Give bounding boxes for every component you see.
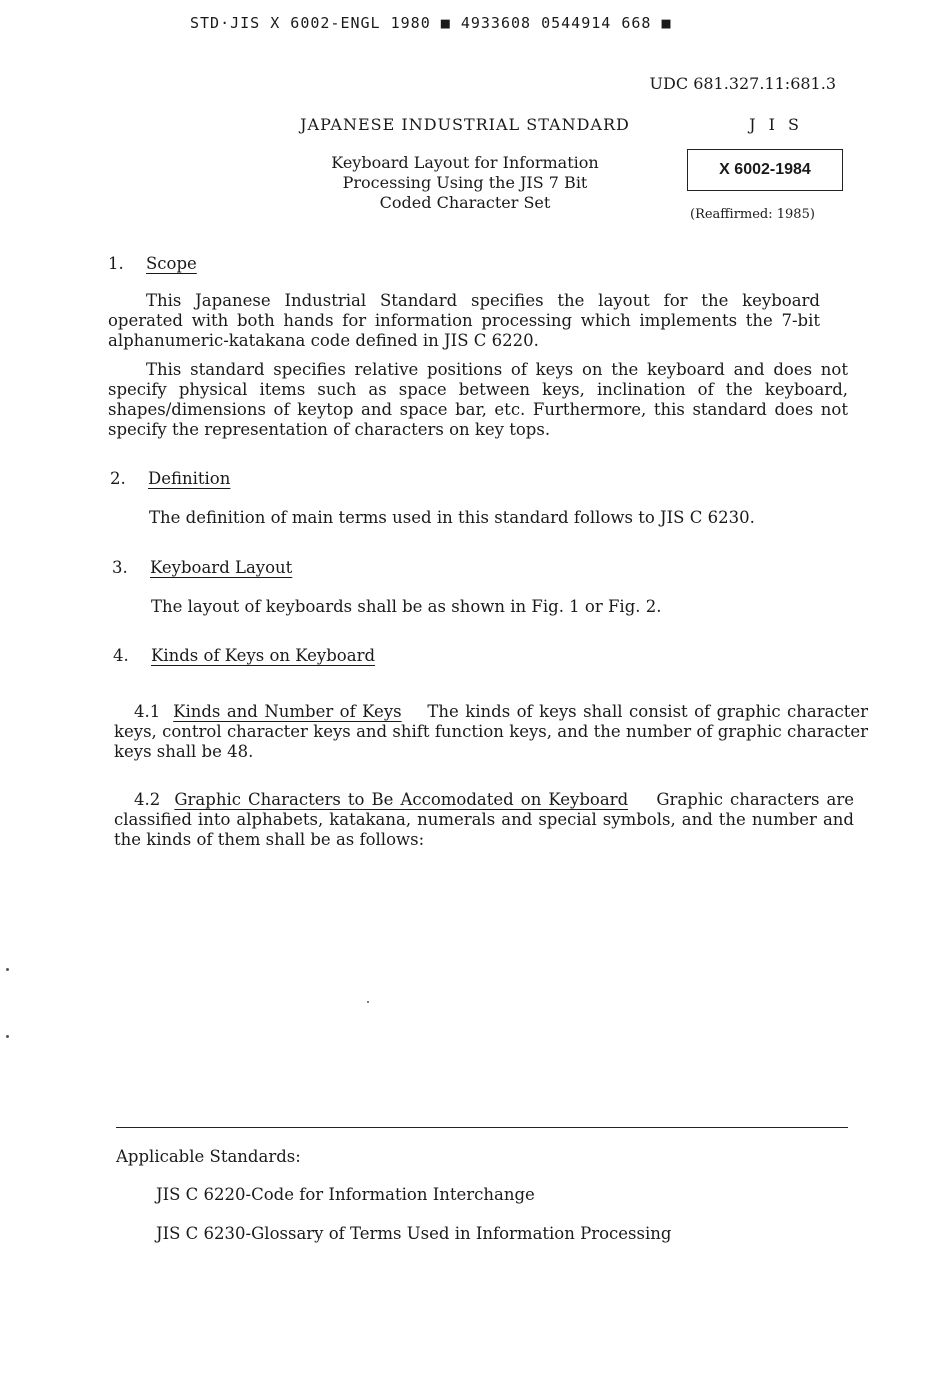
section-number: 2. [110,469,126,488]
section-heading-kinds-of-keys [113,646,375,665]
definition-paragraph: The definition of main terms used in this standard follows to JIS C 6230. [149,508,755,527]
section-title: Kinds of Keys on Keyboard [151,646,376,665]
layout-paragraph: The layout of keyboards shall be as shown in Fig. 1 or Fig. 2. [151,597,662,616]
subsection-text: Graphic characters are classified into alphabets, katakana, numerals and special symbols, and the number and the kinds of them shall be as follows: [114,790,854,849]
document-title [290,153,640,213]
section-heading-scope [108,254,197,273]
applicable-standard-item: JIS C 6230-Glossary of Terms Used in Information Processing [156,1224,672,1243]
footnote-divider [116,1127,848,1128]
title-line: Processing Using the JIS 7 Bit [342,173,588,192]
scope-paragraph-1: This Japanese Industrial Standard specifies the layout for the keyboard operated with both hands for information processing which implements the 7-bit alphanumeric-katakana code defined in JIS C 6220. [108,291,820,350]
section-number: 1. [108,254,124,273]
document-control-code: STD·JIS X 6002-ENGL 1980 ■ 4933608 0544914 668 ■ [190,14,672,32]
scan-speck [367,1001,369,1003]
subsection-title: Kinds and Number of Keys [173,702,402,721]
udc-classification: UDC 681.327.11:681.3 [649,74,836,93]
section-title: Definition [148,469,231,488]
scan-speck [6,968,9,971]
subsection-4-1 [114,702,868,762]
applicable-standard-item: JIS C 6220-Code for Information Interchange [156,1185,535,1204]
subsection-title: Graphic Characters to Be Accomodated on Keyboard [174,790,629,809]
section-title: Scope [146,254,197,273]
title-line: Keyboard Layout for Information [331,153,599,172]
reaffirmed-note: (Reaffirmed: 1985) [690,207,815,222]
subsection-4-2 [114,790,854,850]
subsection-text: The kinds of keys shall consist of graphic character keys, control character keys and shift function keys, and the number of graphic character keys shall be 48. [114,702,868,761]
standard-number: X 6002-1984 [719,161,811,178]
section-title: Keyboard Layout [150,558,293,577]
section-number: 4. [113,646,129,665]
section-heading-keyboard-layout [112,558,292,577]
subsection-number: 4.2 [134,790,161,809]
standard-number-box [687,149,843,191]
standard-organization: JAPANESE INDUSTRIAL STANDARD [300,115,630,134]
section-heading-definition [110,469,230,488]
title-line: Coded Character Set [379,193,551,212]
subsection-number: 4.1 [134,702,161,721]
section-number: 3. [112,558,128,577]
applicable-standards-heading: Applicable Standards: [116,1147,301,1166]
jis-mark: J I S [749,115,803,134]
scope-paragraph-2: This standard specifies relative positions of keys on the keyboard and does not specify physical items such as space between keys, inclination of the keyboard, shapes/dimensions of keytop and space bar, etc. Furthermore, this standard does not specify the representation of characters on key tops. [108,360,848,439]
scan-speck [6,1035,9,1038]
